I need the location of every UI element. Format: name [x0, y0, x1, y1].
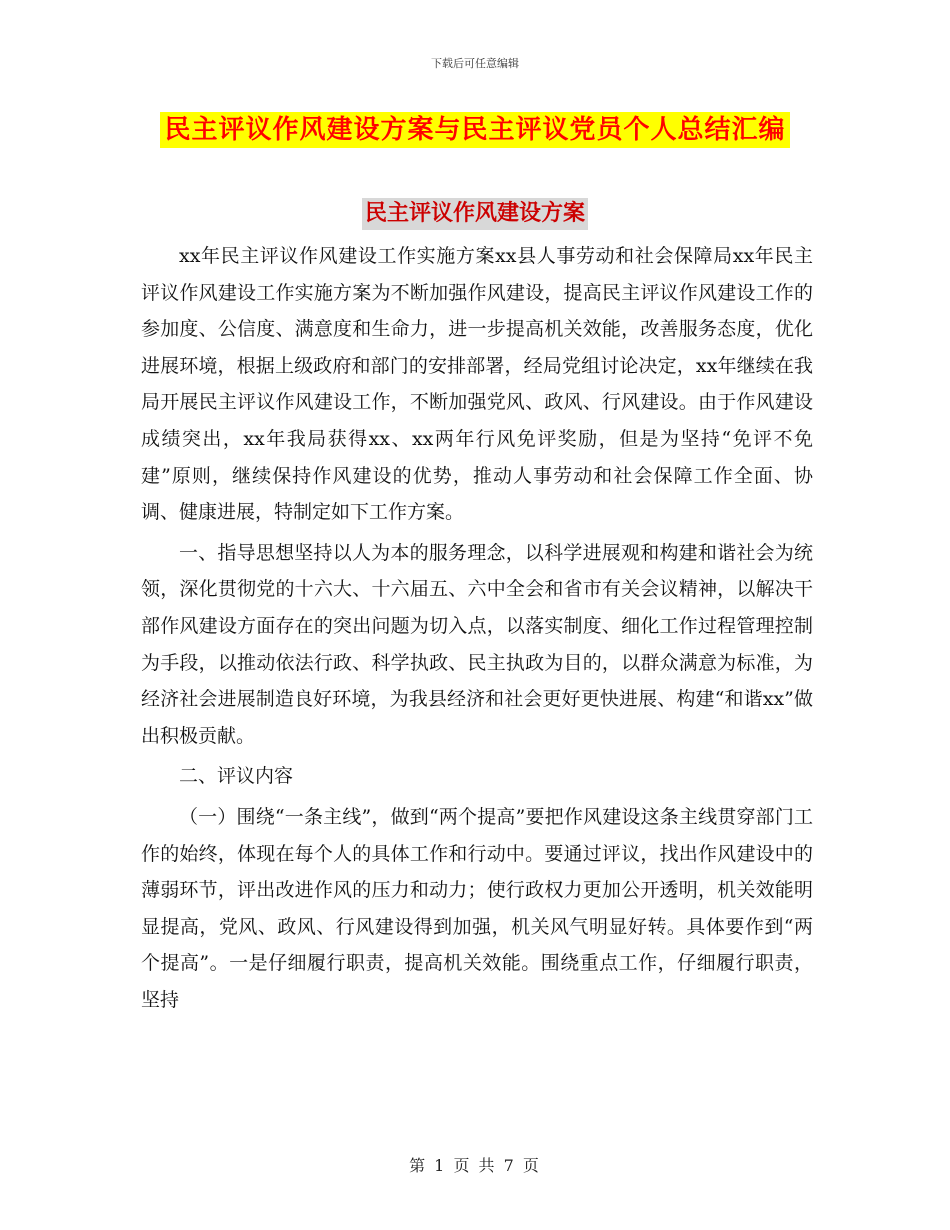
section-title-text: 民主评议作风建设方案 — [362, 198, 588, 230]
page-number-footer: 第 1 页 共 7 页 — [409, 1156, 541, 1175]
document-body — [141, 238, 813, 1018]
paragraph-main-line: （一）围绕“一条主线”，做到“两个提高”要把作风建设这条主线贯穿部门工作的始终，体现在每个人的具体工作和行动中。要通过评议，找出作风建设中的薄弱环节，评出改进作风的压力和动力；使行政权力更加公开透明，机关效能明显提高，党风、政风、行风建设得到加强，机关风气明显好转。具体要作到“两个提高”。一是仔细履行职责，提高机关效能。围绕重点工作，仔细履行职责，坚持 — [141, 805, 813, 1011]
paragraph-intro: xx年民主评议作风建设工作实施方案xx县人事劳动和社会保障局xx年民主评议作风建设工作实施方案为不断加强作风建设，提高民主评议作风建设工作的参加度、公信度、满意度和生命力，进一步提高机关效能，改善服务态度，优化进展环境，根据上级政府和部门的安排部署，经局党组讨论决定，xx年继续在我局开展民主评议作风建设工作，不断加强党风、政风、行风建设。由于作风建设成绩突出，xx年我局获得xx、xx两年行风免评奖励，但是为坚持“免评不免建”原则，继续保持作风建设的优势，推动人事劳动和社会保障工作全面、协调、健康进展，特制定如下工作方案。 — [141, 245, 813, 524]
paragraph-guiding-ideology: 一、指导思想坚持以人为本的服务理念，以科学进展观和构建和谐社会为统领，深化贯彻党的十六大、十六届五、六中全会和省市有关会议精神，以解决干部作风建设方面存在的突出问题为切入点，以落实制度、细化工作过程管理控制为手段，以推动依法行政、科学执政、民主执政为目的，以群众满意为标准，为经济社会进展制造良好环境，为我县经济和社会更好更快进展、构建“和谐xx”做出积极贡献。 — [141, 541, 813, 747]
document-title-text: 民主评议作风建设方案与民主评议党员个人总结汇编 — [160, 112, 789, 148]
document-title — [0, 112, 950, 148]
paragraph-review-content-heading: 二、评议内容 — [179, 765, 294, 788]
page-header-note: 下载后可任意编辑 — [431, 57, 519, 70]
section-title — [0, 198, 950, 230]
